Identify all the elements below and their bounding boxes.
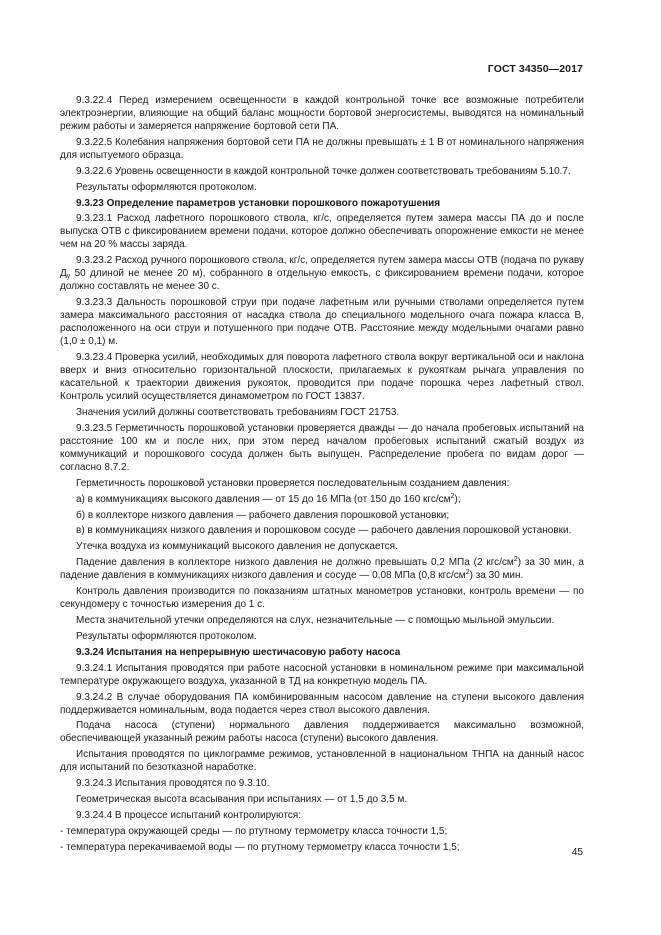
paragraph-text: 9.3.23.2 Расход ручного порошкового ствола, кг/с, определяется путем замера массы ОТВ (подача по рукаву Д bbox=[60, 255, 584, 280]
paragraph: Значения усилий должны соответствовать требованиям ГОСТ 21753. bbox=[76, 407, 400, 419]
paragraph: 9.3.22.4 Перед измерением освещенности в каждой контрольной точке все возможные потребители электроэнергии, влияющие на общий баланс мощности бортовой энергосистемы, выводятся на номинальный режим работы и замеряется напряжение бортовой сети ПА. bbox=[60, 95, 584, 132]
paragraph: 9.3.23.4 Проверка усилий, необходимых для поворота лафетного ствола вокруг вертикальной оси и наклона вверх и вниз относительно горизонтальной плоскости, прилагаемых к рукояткам рычага управления по касательной к траектории движения рукояток, проводится при подаче порошка через лафетный ствол. Контроль усилий осуществляется динамометром по ГОСТ 13837. bbox=[60, 352, 584, 403]
list-item: - температура окружающей среды — по ртутному термометру класса точности 1,5; bbox=[60, 825, 448, 837]
paragraph bbox=[60, 556, 584, 582]
paragraph: Результаты оформляются протоколом. bbox=[76, 630, 257, 642]
paragraph: Контроль давления производится по показаниям штатных манометров установки, контроль времени — по секундомеру с точностью измерения до 1 с. bbox=[60, 586, 584, 611]
page-number: 45 bbox=[571, 847, 583, 858]
section-heading: 9.3.23 Определение параметров установки порошкового пожаротушения bbox=[76, 197, 441, 209]
superscript: 2 bbox=[465, 569, 470, 577]
paragraph: 9.3.23.3 Дальность порошковой струи при подаче лафетным или ручными стволами определяется путем замера максимального расстояния от насадка ствола до специального модельного очага пожара класса В, расположенного на оси струи и потушенного при подаче ОТВ. Расстояние между модельными очагами равно (1,0 ± 0,1) м. bbox=[60, 297, 584, 348]
paragraph: Испытания проводятся по циклограмме режимов, установленной в национальном ТНПА на данный насос для испытаний по безотказной наработке. bbox=[60, 749, 584, 774]
paragraph: б) в коллекторе низкого давления — рабочего давления порошковой установки; bbox=[76, 509, 450, 521]
paragraph bbox=[60, 493, 584, 506]
document-body bbox=[60, 94, 584, 857]
paragraph bbox=[60, 254, 584, 293]
paragraph: Утечка воздуха из коммуникаций высокого давления не допускается. bbox=[76, 541, 398, 553]
paragraph-text: а) в коммуникациях высокого давления — от 15 до 16 МПа (от 150 до 160 кгс/см bbox=[76, 493, 451, 505]
paragraph: 9.3.24.2 В случае оборудования ПА комбинированным насосом давление на ступени высокого давления поддерживается номинальным, вода подается через ствол высокого давления. bbox=[60, 691, 584, 716]
superscript: 2 bbox=[513, 556, 518, 564]
paragraph-text: ) за 30 мин. bbox=[469, 570, 524, 582]
list-item: - температура перекачиваемой воды — по ртутному термометру класса точности 1,5; bbox=[60, 841, 460, 853]
paragraph: Подача насоса (ступени) нормального давления поддерживается максимально возможной, обеспечивающей указанный режим работы насоса (ступени) высокого давления. bbox=[60, 720, 584, 745]
paragraph: Герметичность порошковой установки проверяется последовательным созданием давления: bbox=[76, 477, 510, 489]
paragraph-text: ); bbox=[454, 493, 461, 505]
paragraph-text: ) за 30 мин, а падение давления в коммуникациях низкого давления и сосуде — 0,08 МПа (0,8 кгс/см bbox=[60, 557, 584, 582]
paragraph: 9.3.24.3 Испытания проводятся по 9.3.10. bbox=[76, 778, 270, 790]
paragraph: Результаты оформляются протоколом. bbox=[76, 181, 257, 193]
paragraph: 9.3.22.5 Колебания напряжения бортовой сети ПА не должны превышать ± 1 В от номинального напряжения для испытуемого образца. bbox=[60, 136, 584, 161]
paragraph: 9.3.23.5 Герметичность порошковой установки проверяется дважды — до начала пробеговых испытаний на расстояние 100 км и после них, при этом перед началом пробеговых испытаний сжатый воздух из коммуникаций и порошкового сосуда должен быть выпущен. Распределение пробега по видам дорог — согласно 8.7.2. bbox=[60, 422, 584, 473]
paragraph: в) в коммуникациях низкого давления и порошковом сосуде — рабочего давления порошковой установки. bbox=[76, 525, 572, 537]
paragraph-text: Падение давления в коллекторе низкого давления не должно превышать 0,2 МПа (2 кгс/см bbox=[76, 557, 514, 569]
paragraph: 9.3.22.6 Уровень освещенности в каждой контрольной точке должен соответствовать требованиям 5.10.7. bbox=[76, 165, 571, 177]
paragraph: Геометрическая высота всасывания при испытаниях — от 1,5 до 3,5 м. bbox=[76, 794, 408, 806]
page-header: ГОСТ 34350—2017 bbox=[487, 63, 583, 75]
superscript: 2 bbox=[450, 492, 455, 500]
subscript: у bbox=[66, 273, 71, 281]
section-heading: 9.3.24 Испытания на непрерывную шестичасовую работу насоса bbox=[76, 646, 401, 658]
paragraph: 9.3.24.4 В процессе испытаний контролируются: bbox=[76, 810, 301, 822]
paragraph: 9.3.24.1 Испытания проводятся при работе насосной установки в номинальном режиме при максимальной температуре окружающего воздуха, указанной в ТД на конкретную модель ПА. bbox=[60, 662, 584, 687]
paragraph: Места значительной утечки определяются на слух, незначительные — с помощью мыльной эмульсии. bbox=[76, 615, 555, 627]
paragraph: 9.3.23.1 Расход лафетного порошкового ствола, кг/с, определяется путем замера массы ПА до и после выпуска ОТВ с фиксированием времени подачи, которое должно обеспечивать опорожнение емкости не менее чем на 20 % массы заряда. bbox=[60, 213, 584, 251]
paragraph-text: 50 длиной не менее 20 м), собранного в отдельную емкость, с фиксированием времени подачи, которое должно составлять не менее 30 с. bbox=[60, 268, 584, 293]
